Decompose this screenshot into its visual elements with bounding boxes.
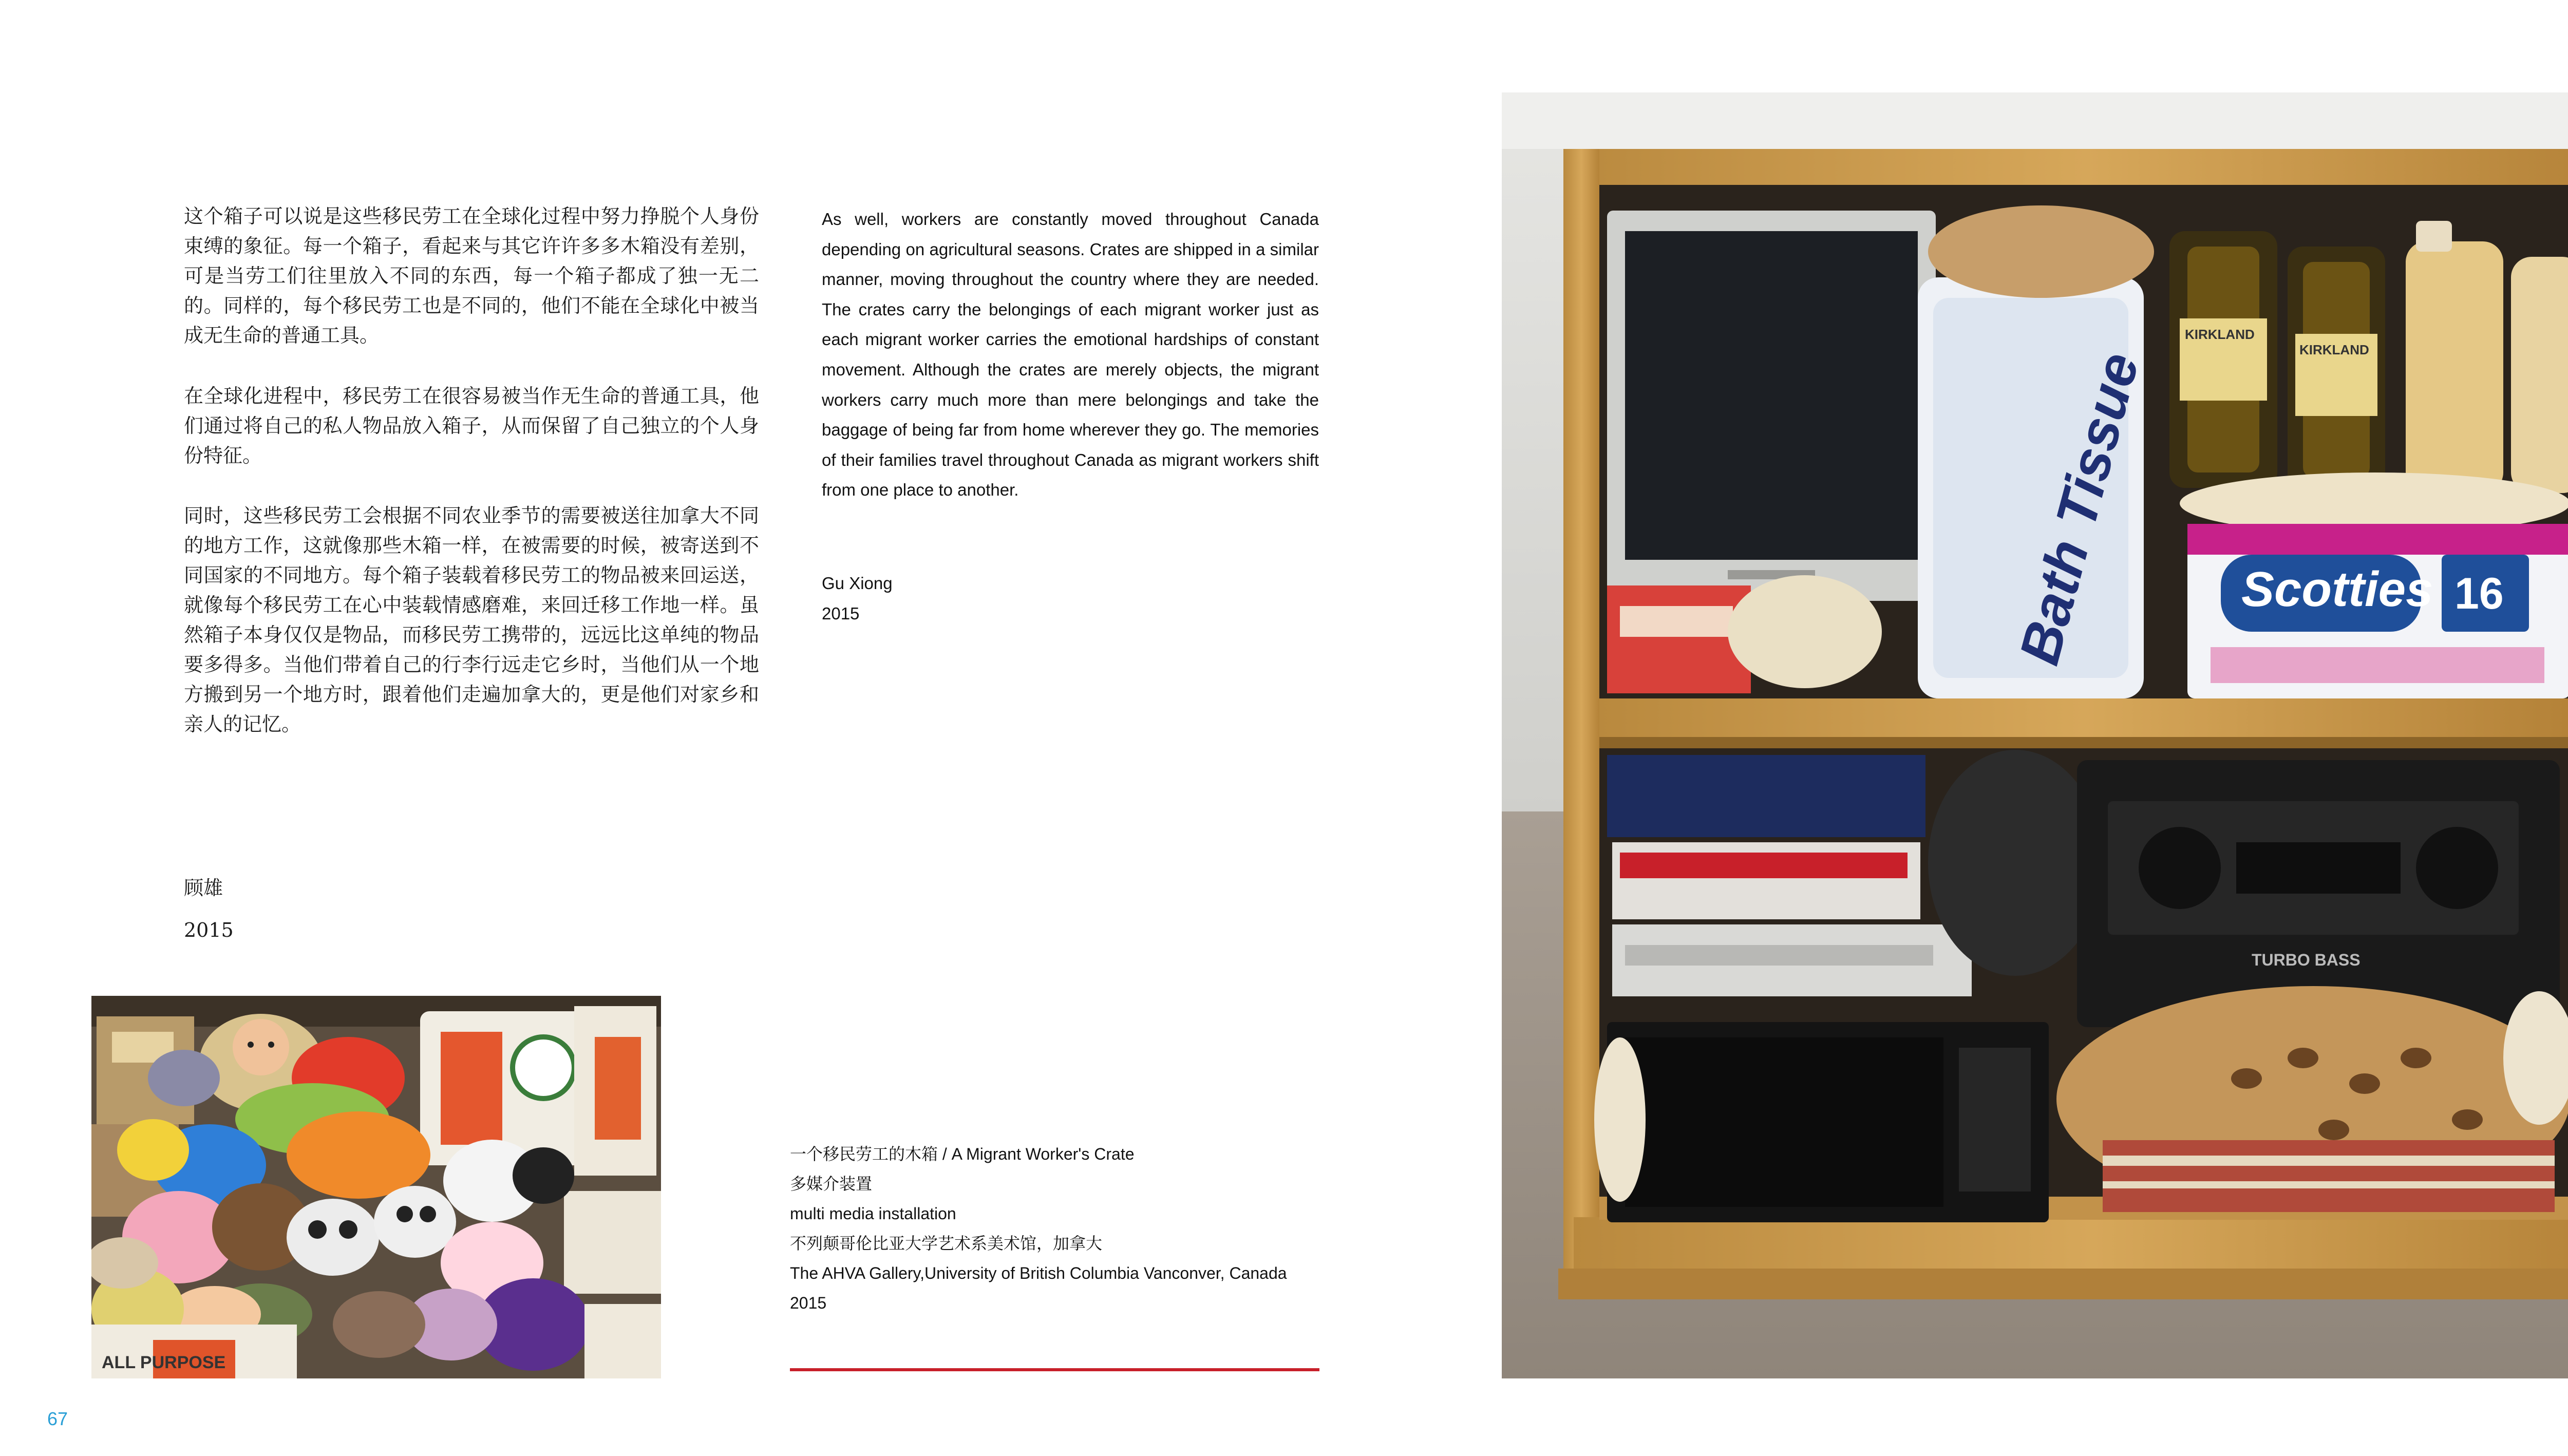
zh-year: 2015 <box>184 919 234 941</box>
page-number-left: 67 <box>47 1408 68 1429</box>
en-paragraph: As well, workers are constantly moved throughout Canada depending on agricultural seasons. Crates are shipped in a similar manner, moving throughout the country where they are needed. The crates carry the belongings of each migrant worker just as each migrant worker carries the emotional hardships of constant movement. Although the crates are merely objects, the migrant workers carry much more than mere belongings and take the baggage of being far from home wherever they go. The memories of their families travel throughout Canada as migrant workers shift from one place to another. <box>822 210 1319 500</box>
photo-migrant-workers-crate <box>1502 92 2568 1378</box>
photo-stuffed-toys <box>91 996 661 1378</box>
zh-paragraph-3: 同时，这些移民劳工会根据不同农业季节的需要被送往加拿大不同的地方工作，这就像那些木箱一样，在被需要的时候，被寄送到不同国家的不同地方。每个箱子装载着移民劳工的物品被来回运送，就像每个移民劳工在心中装载情感磨难，来回迁移工作地一样。虽然箱子本身仅仅是物品，而移民劳工携带的，远远比这单纯的物品要多得多。当他们带着自己的行李行远走它乡时，当他们从一个地方搬到另一个地方时，跟着他们走遍加拿大的，更是他们对家乡和亲人的记忆。 <box>184 504 759 735</box>
caption-title: 一个移民劳工的木箱 / A Migrant Worker's Crate <box>790 1145 1135 1163</box>
caption-medium-zh: 多媒介装置 <box>790 1175 873 1193</box>
caption-year: 2015 <box>790 1294 827 1312</box>
photo-label-kirkland-1: KIRKLAND <box>2185 327 2255 342</box>
photo-label-all-purpose: ALL PURPOSE <box>102 1353 226 1372</box>
zh-paragraph-2: 在全球化进程中，移民劳工在很容易被当作无生命的普通工具，他们通过将自己的私人物品放入箱子，从而保留了自己独立的个人身份特征。 <box>184 385 759 467</box>
photo-label-turbo-bass: TURBO BASS <box>2252 951 2361 969</box>
en-year: 2015 <box>822 604 860 623</box>
zh-author: 顾雄 <box>184 877 223 899</box>
photo-label-bath-tissue: Bath Tissue <box>2007 346 2151 671</box>
caption-venue-zh: 不列颠哥伦比亚大学艺术系美术馆，加拿大 <box>790 1234 1103 1253</box>
photo-label-scotties-count: 16 <box>2454 569 2504 618</box>
photo-label-scotties: Scotties <box>2241 562 2433 617</box>
caption-divider-rule <box>790 1368 1319 1371</box>
caption-venue-en: The AHVA Gallery,University of British Columbia Vanconver, Canada <box>790 1264 1287 1282</box>
caption-medium-en: multi media installation <box>790 1204 956 1223</box>
zh-paragraph-1: 这个箱子可以说是这些移民劳工在全球化过程中努力挣脱个人身份束缚的象征。每一个箱子，看起来与其它许许多多木箱没有差别，可是当劳工们往里放入不同的东西，每一个箱子都成了独一无二的。同样的，每个移民劳工也是不同的，他们不能在全球化中被当成无生命的普通工具。 <box>184 205 759 347</box>
en-author: Gu Xiong <box>822 574 893 593</box>
photo-label-kirkland-2: KIRKLAND <box>2299 342 2369 357</box>
